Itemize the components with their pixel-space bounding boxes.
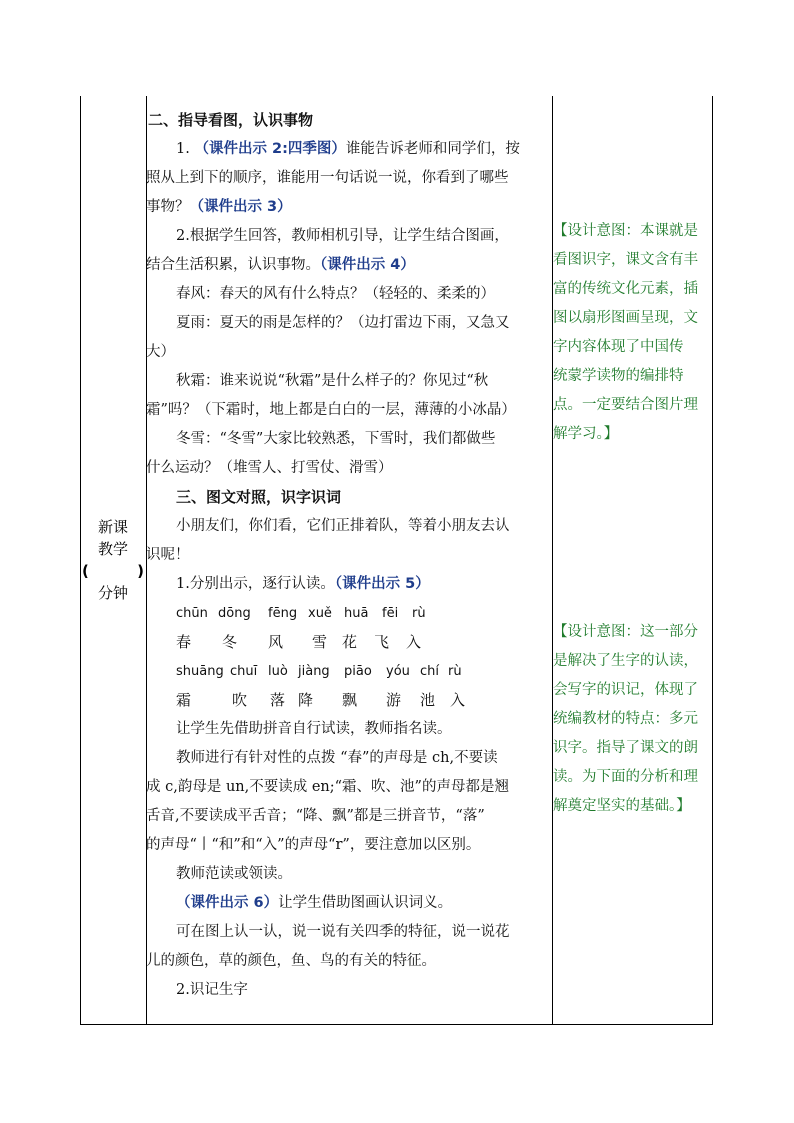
char-item: 入 [450,691,466,709]
note-line: 看图识字，课文含有丰 [553,252,698,268]
pinyin-row-2 [146,657,552,686]
pinyin-item: shuāng [176,664,224,679]
char-item: 雪 [312,633,328,651]
note-line: 统编教材的特点：多元 [553,711,698,727]
pinyin-item: dōng [218,606,251,621]
note-line: 会写字的识记，体现了 [553,682,698,698]
section3-heading: 三、图文对照，识字识词 [176,488,342,506]
chars-row-2 [146,686,552,715]
note-line: 字内容体现了中国传 [553,339,684,355]
pinyin-item: yóu [386,664,410,679]
char-item: 游 [386,691,402,709]
pinyin-item: rù [412,606,426,621]
note-line: 解奠定坚实的基础。】 [553,798,691,814]
intro-line2: 识呢！ [146,547,190,563]
char-item: 入 [406,633,422,651]
pinyin-item: fēi [382,606,399,621]
winter-line1: 冬雪：“冬雪”大家比较熟悉，下雪时，我们都做些 [176,431,496,447]
char-item: 池 [420,691,436,709]
item2-line2: 结合生活积累，认识事物。（课件出示 4） [146,257,415,273]
char-item: 降 [298,691,314,709]
cue6-line: （课件出示 6）让学生借助图画认识词义。 [176,895,453,911]
cue-5: （课件出示 5） [334,576,430,592]
self-read-line: 让学生先借助拼音自行试读，教师指名读。 [176,721,452,737]
cue-3: （课件出示 3） [189,199,292,215]
note-line: 读。为下面的分析和理 [553,769,698,785]
note-line: 是解决了生字的认读， [553,653,698,669]
note-line: 统蒙学读物的编排特 [553,368,684,384]
guide-line4: 的声母“丨“和”和“入”的声母“r”，要注意加以区别。 [146,837,481,853]
table-border-bottom [80,1024,713,1025]
main-content-cell [146,106,552,1005]
char-item: 花 [342,633,358,651]
lesson-plan-table [80,96,713,1025]
row-label-line1: 新课 [97,518,128,536]
cue-4: （课件出示 4） [320,257,415,273]
char-item: 春 [176,633,192,651]
design-note-1 [552,217,713,449]
model-read-line: 教师范读或领读。 [176,866,292,882]
spring-line: 春风：春天的风有什么特点？（轻轻的、柔柔的） [176,286,495,302]
pinyin-item: chuī [230,664,258,679]
feature-line1: 可在图上认一认，说一说有关四季的特征，说一说花 [176,924,510,940]
note-line: 点。一定要结合图片理 [553,397,698,413]
char-item: 冬 [222,633,238,651]
cue-6: （课件出示 6） [176,895,279,911]
summer-line2: 大） [146,344,175,360]
cue-2: （课件出示 2:四季图） [194,141,346,157]
note-line: 【设计意图：这一部分 [553,624,698,640]
note-line: 图以扇形图画呈现，文 [553,310,698,326]
item1-line2: 照从上到下的顺序，谁能用一句话说一说，你看到了哪些 [146,170,509,186]
pinyin-item: piāo [344,664,372,679]
char-item: 飘 [342,691,358,709]
pinyin-item: rù [448,664,462,679]
note-line: 识字。指导了课文的朗 [553,740,698,756]
pinyin-item: luò [268,664,288,679]
summer-line1: 夏雨：夏天的雨是怎样的？（边打雷边下雨，又急又 [176,315,510,331]
feature-line2: 儿的颜色，草的颜色，鱼、鸟的有关的特征。 [146,953,436,969]
intro-line1: 小朋友们，你们看，它们正排着队，等着小朋友去认 [176,518,510,534]
pinyin-item: jiàng [298,664,330,679]
row-label-line3: 分钟 [97,584,128,602]
guide-line3: 舌音,不要读成平舌音；“降、飘”都是三拼音节，“落” [146,808,485,824]
guide-line1: 教师进行有针对性的点拨 “春”的声母是 ch,不要读 [176,750,498,766]
pinyin-item: chí [420,664,439,679]
autumn-line2: 霜”吗？（下霜时，地上都是白白的一层，薄薄的小冰晶） [146,402,516,418]
winter-line2: 什么运动？（堆雪人、打雪仗、滑雪） [146,460,393,476]
char-item: 飞 [374,633,390,651]
chars-row-1 [146,628,552,657]
char-item: 霜 [176,691,192,709]
row-label-paren [80,560,146,582]
step1-line: 1.分别出示，逐行认读。（课件出示 5） [176,576,430,592]
pinyin-item: chūn [176,606,208,621]
design-note-2 [552,618,713,821]
note-line: 解学习。】 [553,426,619,442]
note-line: 富的传统文化元素，插 [553,281,698,297]
pinyin-row-1 [146,599,552,628]
paren-open: ( [82,562,89,580]
pinyin-item: xuě [308,606,332,621]
item1-line1: 1. （课件出示 2:四季图）谁能告诉老师和同学们，按 [176,141,520,157]
paren-close: ) [137,562,144,580]
char-item: 落 [270,691,286,709]
autumn-line1: 秋霜：谁来说说“秋霜”是什么样子的？你见过“秋 [176,373,489,389]
section2-heading: 二、指导看图，认识事物 [148,111,314,129]
guide-line2: 成 c,韵母是 un,不要读成 en;“霜、吹、池”的声母都是翘 [146,779,509,795]
char-item: 吹 [232,691,248,709]
item2-line1: 2.根据学生回答，教师相机引导，让学生结合图画， [176,228,509,244]
pinyin-item: fēng [268,606,298,621]
char-item: 风 [268,633,284,651]
pinyin-item: huā [344,606,369,621]
row-label-cell [80,516,146,604]
note-line: 【设计意图：本课就是 [553,223,698,239]
item1-line3: 事物？（课件出示 3） [146,199,292,215]
step2-line: 2.识记生字 [176,982,248,998]
row-label-line2: 教学 [97,540,128,558]
